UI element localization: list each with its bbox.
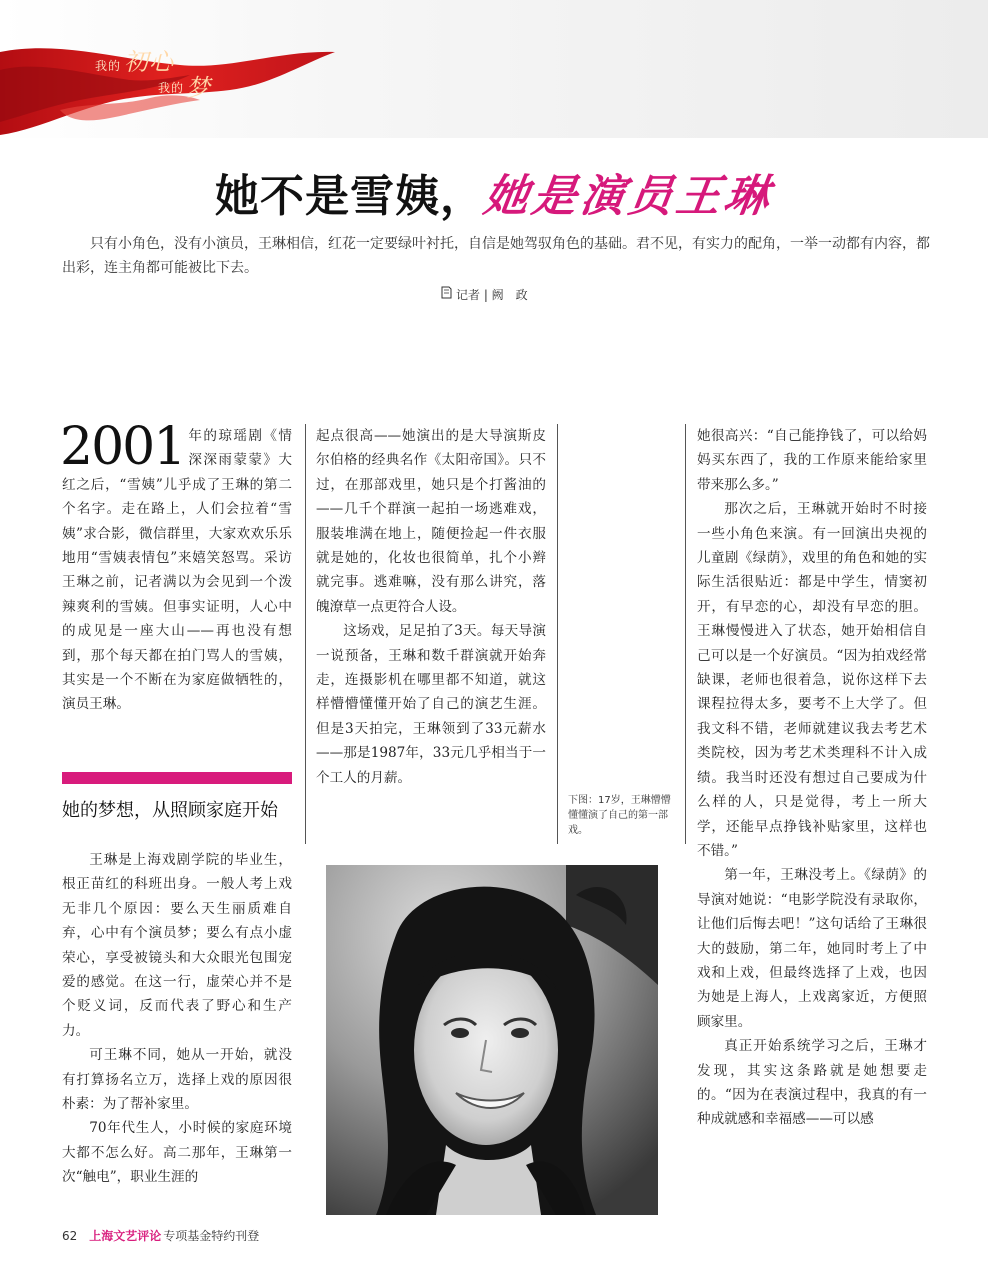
col1-paragraph xyxy=(60,417,292,717)
column-1 xyxy=(60,417,292,717)
photo-caption: 下图：17岁，王琳懵懵懂懂演了自己的第一部戏。 xyxy=(568,795,671,836)
col1-paragraph-text: 年的琼瑶剧《情深深雨蒙蒙》大红之后，“雪姨”儿乎成了王琳的第二个名字。走在路上，人们会拉着“雪姨”求合影，微信群里，大家欢欢乐乐地用“雪姨表情包”来嬉笑怒骂。采访王琳之前，记者满以为会见到一个泼辣爽利的雪姨。但事实证明，人心中的成见是一座大山——再也没有想到，那个每天都在拍门骂人的雪姨，其实是一个不断在为家庭做牺牲的，演员王琳。 xyxy=(62,428,292,713)
col2-paragraph-1: 起点很高——她演出的是大导演斯皮尔伯格的经典名作《太阳帝国》。只不过，在那部戏里，她只是个打酱油的——几千个群演一起拍一场逃难戏，服装堆满在地上，随便捡起一件衣服就是她的，化妆也很简单，扎个小辫就完事。逃难嘛，没有那么讲究，落魄潦草一点更符合人设。 xyxy=(316,428,546,615)
col3-paragraph-4: 真正开始系统学习之后，王琳才发现，其实这条路就是她想要走的。“因为在表演过程中，我真的有一种成就感和幸福感——可以感 xyxy=(697,1038,927,1128)
col1b-paragraph-2: 可王琳不同，她从一开始，就没有打算扬名立万，选择上戏的原因很朴素：为了帮补家里。 xyxy=(62,1047,292,1113)
col3-paragraph-3: 第一年，王琳没考上。《绿荫》的导演对她说：“电影学院没有录取你，让他们后悔去吧！”这句话给了王琳很大的鼓励，第二年，她同时考上了中戏和上戏，但最终选择了上戏，也因为她是上海人，上戏离家近，方便照顾家里。 xyxy=(697,867,927,1030)
section-heading: 她的梦想，从照顾家庭开始 xyxy=(62,800,278,821)
column-2 xyxy=(316,424,546,790)
page-footer xyxy=(62,1227,259,1244)
column-divider-3 xyxy=(685,424,686,844)
byline xyxy=(440,286,528,303)
col2-paragraph-2: 这场戏，足足拍了3天。每天导演一说预备，王琳和数千群演就开始奔走，连摄影机在哪里都不知道，就这样懵懵懂懂开始了自己的演艺生涯。但是3天拍完，王琳领到了33元薪水——那是1987年，33元几乎相当于一个工人的月薪。 xyxy=(316,623,546,786)
col1b-paragraph-3: 70年代生人，小时候的家庭环境大都不怎么好。高二那年，王琳第一次“触电”，职业生涯的 xyxy=(62,1120,292,1186)
title-part-pink: 她是演员王琳 xyxy=(480,171,776,222)
page-number: 62 xyxy=(62,1229,78,1243)
banner-text-b: 初心 xyxy=(124,48,174,76)
title-part-black: 她不是雪姨， xyxy=(215,171,485,222)
column-3 xyxy=(697,424,927,1132)
column-divider-2 xyxy=(557,424,558,844)
column-divider-1 xyxy=(305,424,306,844)
drop-cap-year: 2001 xyxy=(60,417,185,477)
lead-paragraph: 只有小角色，没有小演员，王琳相信，红花一定要绿叶衬托，自信是她驾驭角色的基础。君不见，有实力的配角，一举一动都有内容，都出彩，连主角都可能被比下去。 xyxy=(62,236,930,276)
article-title xyxy=(0,160,988,224)
col3-paragraph-1: 她很高兴：“自己能挣钱了，可以给妈妈买东西了，我的工作原来能给家里带来那么多。” xyxy=(697,428,927,493)
banner-text-c: 我的 xyxy=(158,81,185,95)
pen-icon xyxy=(440,286,452,302)
byline-text: 记者 | 阙 政 xyxy=(456,288,528,302)
footer-note: 专项基金特约刊登 xyxy=(163,1229,260,1243)
section-accent-bar xyxy=(62,772,292,784)
portrait-photo xyxy=(326,865,658,1215)
magazine-name: 上海文艺评论 xyxy=(89,1229,162,1243)
col1b-paragraph-1: 王琳是上海戏剧学院的毕业生，根正苗红的科班出身。一般人考上戏无非几个原因：要么天生丽质难自弃，心中有个演员梦；要么有点小虚荣心，享受被镜头和大众眼光包围宠爱的感觉。在这一行，虚荣心并不是个贬义词，反而代表了野心和生产力。 xyxy=(62,852,292,1039)
banner-text-a: 我的 xyxy=(95,59,122,73)
column-1-continued xyxy=(62,848,292,1190)
col3-paragraph-2: 那次之后，王琳就开始时不时接一些小角色来演。有一回演出央视的儿童剧《绿荫》，戏里的角色和她的实际生活很贴近：都是中学生，情窦初开，有早恋的心，却没有早恋的胆。王琳慢慢进入了状态，她开始相信自己可以是一个好演员。“因为拍戏经常缺课，老师也很着急，说你这样下去课程拉得太多，要考不上大学了。但我文科不错，老师就建议我去考艺术类院校，因为考艺术类理科不计入成绩。我当时还没有想过自己要成为什么样的人，只是觉得，考上一所大学，还能早点挣钱补贴家里，这样也不错。” xyxy=(697,501,927,859)
banner-text-d: 梦 xyxy=(186,74,211,102)
